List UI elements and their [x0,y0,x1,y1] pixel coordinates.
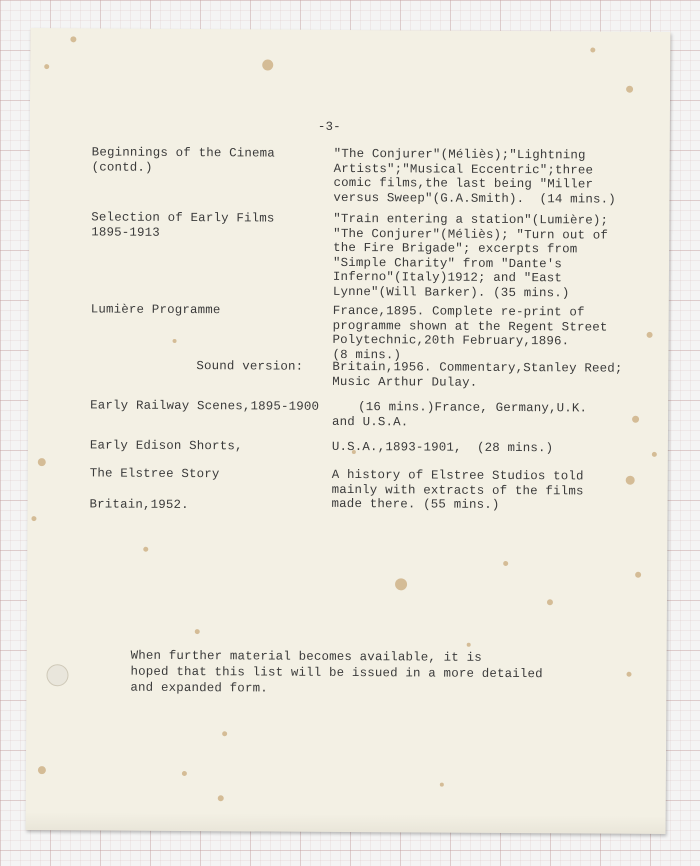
foxing-spot [467,643,471,647]
foxing-spot [547,599,553,605]
foxing-spot [635,572,641,578]
entry-title: Beginnings of the Cinema (contd.) [91,145,276,175]
page-edge [26,812,666,834]
entry-description: (16 mins.)France, Germany,U.K. [358,400,588,416]
entry-title: Sound version: [196,359,304,374]
entry-description-continuation: and U.S.A. [332,414,409,430]
foxing-spot [173,339,177,343]
entry-title: Early Railway Scenes,1895-1900 [90,398,320,414]
foxing-spot [218,795,224,801]
foxing-spot [222,731,227,736]
foxing-spot [38,766,46,774]
entry-title: Selection of Early Films 1895-1913 [91,210,275,240]
foxing-spot [652,452,657,457]
foxing-spot [31,516,36,521]
entry-description: U.S.A.,1893-1901, (28 mins.) [331,439,554,456]
foxing-spot [70,36,76,42]
entry-title: The Elstree Story [89,466,220,482]
foxing-spot [195,629,200,634]
entry-description: A history of Elstree Studios told mainly with extracts of the films made there. (55 mins.) [331,467,584,513]
foxing-spot [627,672,632,677]
entry-title: Early Edison Shorts, [89,438,243,454]
entry-title: Lumière Programme [90,302,221,318]
entry-description: France,1895. Complete re-print of programme shown at the Regent Street Polytechnic,20th February,1896. (8 mins.) [332,303,608,363]
entry-description: "The Conjurer"(Méliès);"Lightning Artists";"Musical Eccentric";three comic films,the last being "Miller versus Sweep"(G.A.Smith). (14 mins.) [333,146,616,207]
entry-description: "Train entering a station"(Lumière); "The Conjurer"(Méliès); "Turn out of the Fire Brigade"; excerpts from "Simple Charity" from "Dante's Inferno"(Italy)1912; and "East Lynne"(Will Barker). (35 mins.) [332,211,609,301]
punch-hole [46,664,68,686]
foxing-spot [44,64,49,69]
foxing-spot [182,771,187,776]
foxing-spot [626,476,635,485]
page-number: -3- [317,119,341,134]
foxing-spot [632,416,639,423]
document-page [26,28,671,834]
foxing-spot [262,59,273,70]
entry-subtitle: Britain,1952. [89,497,189,513]
foxing-spot [626,86,633,93]
foxing-spot [503,561,508,566]
foxing-spot [395,578,407,590]
foxing-spot [143,547,148,552]
foxing-spot [590,47,595,52]
foxing-spot [647,332,653,338]
closing-note: When further material becomes available, it is hoped that this list will be issued in a more detailed and expanded form. [130,648,543,696]
entry-description: Britain,1956. Commentary,Stanley Reed; Music Arthur Dulay. [332,359,623,390]
foxing-spot [440,783,444,787]
foxing-spot [38,458,46,466]
